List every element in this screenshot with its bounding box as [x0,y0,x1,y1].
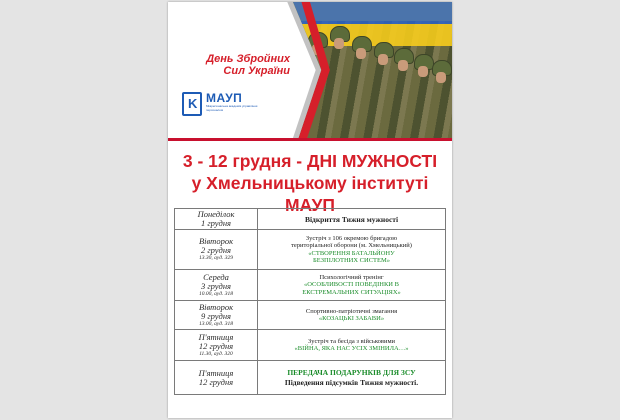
schedule-event-line: Спортивно-патріотичні змагання [305,307,398,315]
schedule-event-line: Підведення підсумків Тижня мужності. [284,378,419,387]
soldier-face [398,60,408,71]
schedule-event-cell [258,270,446,301]
schedule-event-cell [258,301,446,330]
schedule-event-line: ЕКСТРЕМАЛЬНИХ СИТУАЦІЯХ» [302,288,401,296]
schedule-event-line: Зустріч та бесіда з військовими [307,337,396,345]
banner-divider [168,138,452,141]
schedule-day-date: 9 грудня [200,310,232,321]
soldier-face [418,66,428,77]
schedule-event-line: «ОСОБЛИВОСТІ ПОВЕДІНКИ В [304,281,399,289]
schedule-day-time: 10.00, ауд. 318 [198,290,233,297]
schedule-event-line: «ВІЙНА, ЯКА НАС УСІХ ЗМІНИЛА…» [294,345,409,352]
poster [168,2,452,418]
schedule-day-cell [175,330,258,361]
schedule-table [174,208,446,395]
schedule-day-name: П'ятниця [198,367,234,378]
schedule-event-line: «СТВОРЕННЯ БАТАЛЬЙОНУ [308,249,395,257]
schedule-day-time: 13.00, ауд. 318 [198,320,233,327]
soldier-face [356,48,366,59]
page-title [168,150,452,216]
schedule-row [175,361,446,395]
schedule-day-date: 12 грудня [198,340,234,351]
schedule-day-date: 2 грудня [200,245,232,255]
schedule-day-cell [175,230,258,270]
schedule-event-line: БЕЗПІЛОТНИХ СИСТЕМ» [312,257,390,264]
armed-forces-day-title [180,53,290,77]
schedule-day-time: 13.30, ауд. 329 [198,255,233,261]
maup-logo-icon [182,92,202,116]
logo-mark-letter: K [188,96,198,111]
schedule-event-cell [258,209,446,230]
soldier-face [378,54,388,65]
title-line1: 3 - 12 грудня - ДНІ МУЖНОСТІ [182,151,438,171]
schedule-row [175,330,446,361]
schedule-day-date: 1 грудня [200,218,232,228]
schedule-day-name: Вівторок [198,301,234,312]
day-title-line1: День Збройних [206,53,290,65]
schedule-day-cell [175,270,258,301]
schedule-body [175,209,446,395]
schedule-day-name: Середа [203,271,229,282]
schedule-row [175,301,446,330]
schedule-event-line: Психологічний тренінг [319,273,384,281]
soldier-face [436,72,446,83]
maup-logo [182,92,292,118]
schedule-row [175,209,446,230]
schedule-day-name: Вівторок [198,236,234,246]
schedule-day-cell [175,209,258,230]
schedule-day-cell [175,301,258,330]
schedule-day-date: 12 грудня [198,376,234,387]
day-title-line2: Сил України [223,65,290,77]
schedule-day-name: Понеділок [197,209,235,219]
schedule-day-time: 11.30, ауд. 320 [199,350,233,357]
schedule-event-line: ПЕРЕДАЧА ПОДАРУНКІВ ДЛЯ ЗСУ [287,368,416,377]
schedule-event-line: «КОЗАЦЬКІ ЗАБАВИ» [318,315,385,322]
schedule-row [175,230,446,270]
schedule-event-line: територіальної оборони (м. Хмельницький) [291,242,412,249]
schedule-event-cell [258,330,446,361]
schedule-day-date: 3 грудня [200,280,232,291]
schedule-event-cell [258,230,446,270]
soldier-face [334,38,344,49]
title-line2: у Хмельницькому інституті МАУП [191,173,429,215]
banner [168,2,452,138]
schedule-row [175,270,446,301]
logo-subtitle: Міжрегіональна академія управління персоналом [206,104,258,112]
schedule-event-cell [258,361,446,395]
logo-name: МАУП [206,91,243,105]
schedule-event-line: Зустріч з 106 окремою бригадою [305,234,398,242]
schedule-day-name: П'ятниця [198,331,234,342]
schedule-day-cell [175,361,258,395]
schedule-event-line: Відкриття Тижня мужності [304,214,399,224]
